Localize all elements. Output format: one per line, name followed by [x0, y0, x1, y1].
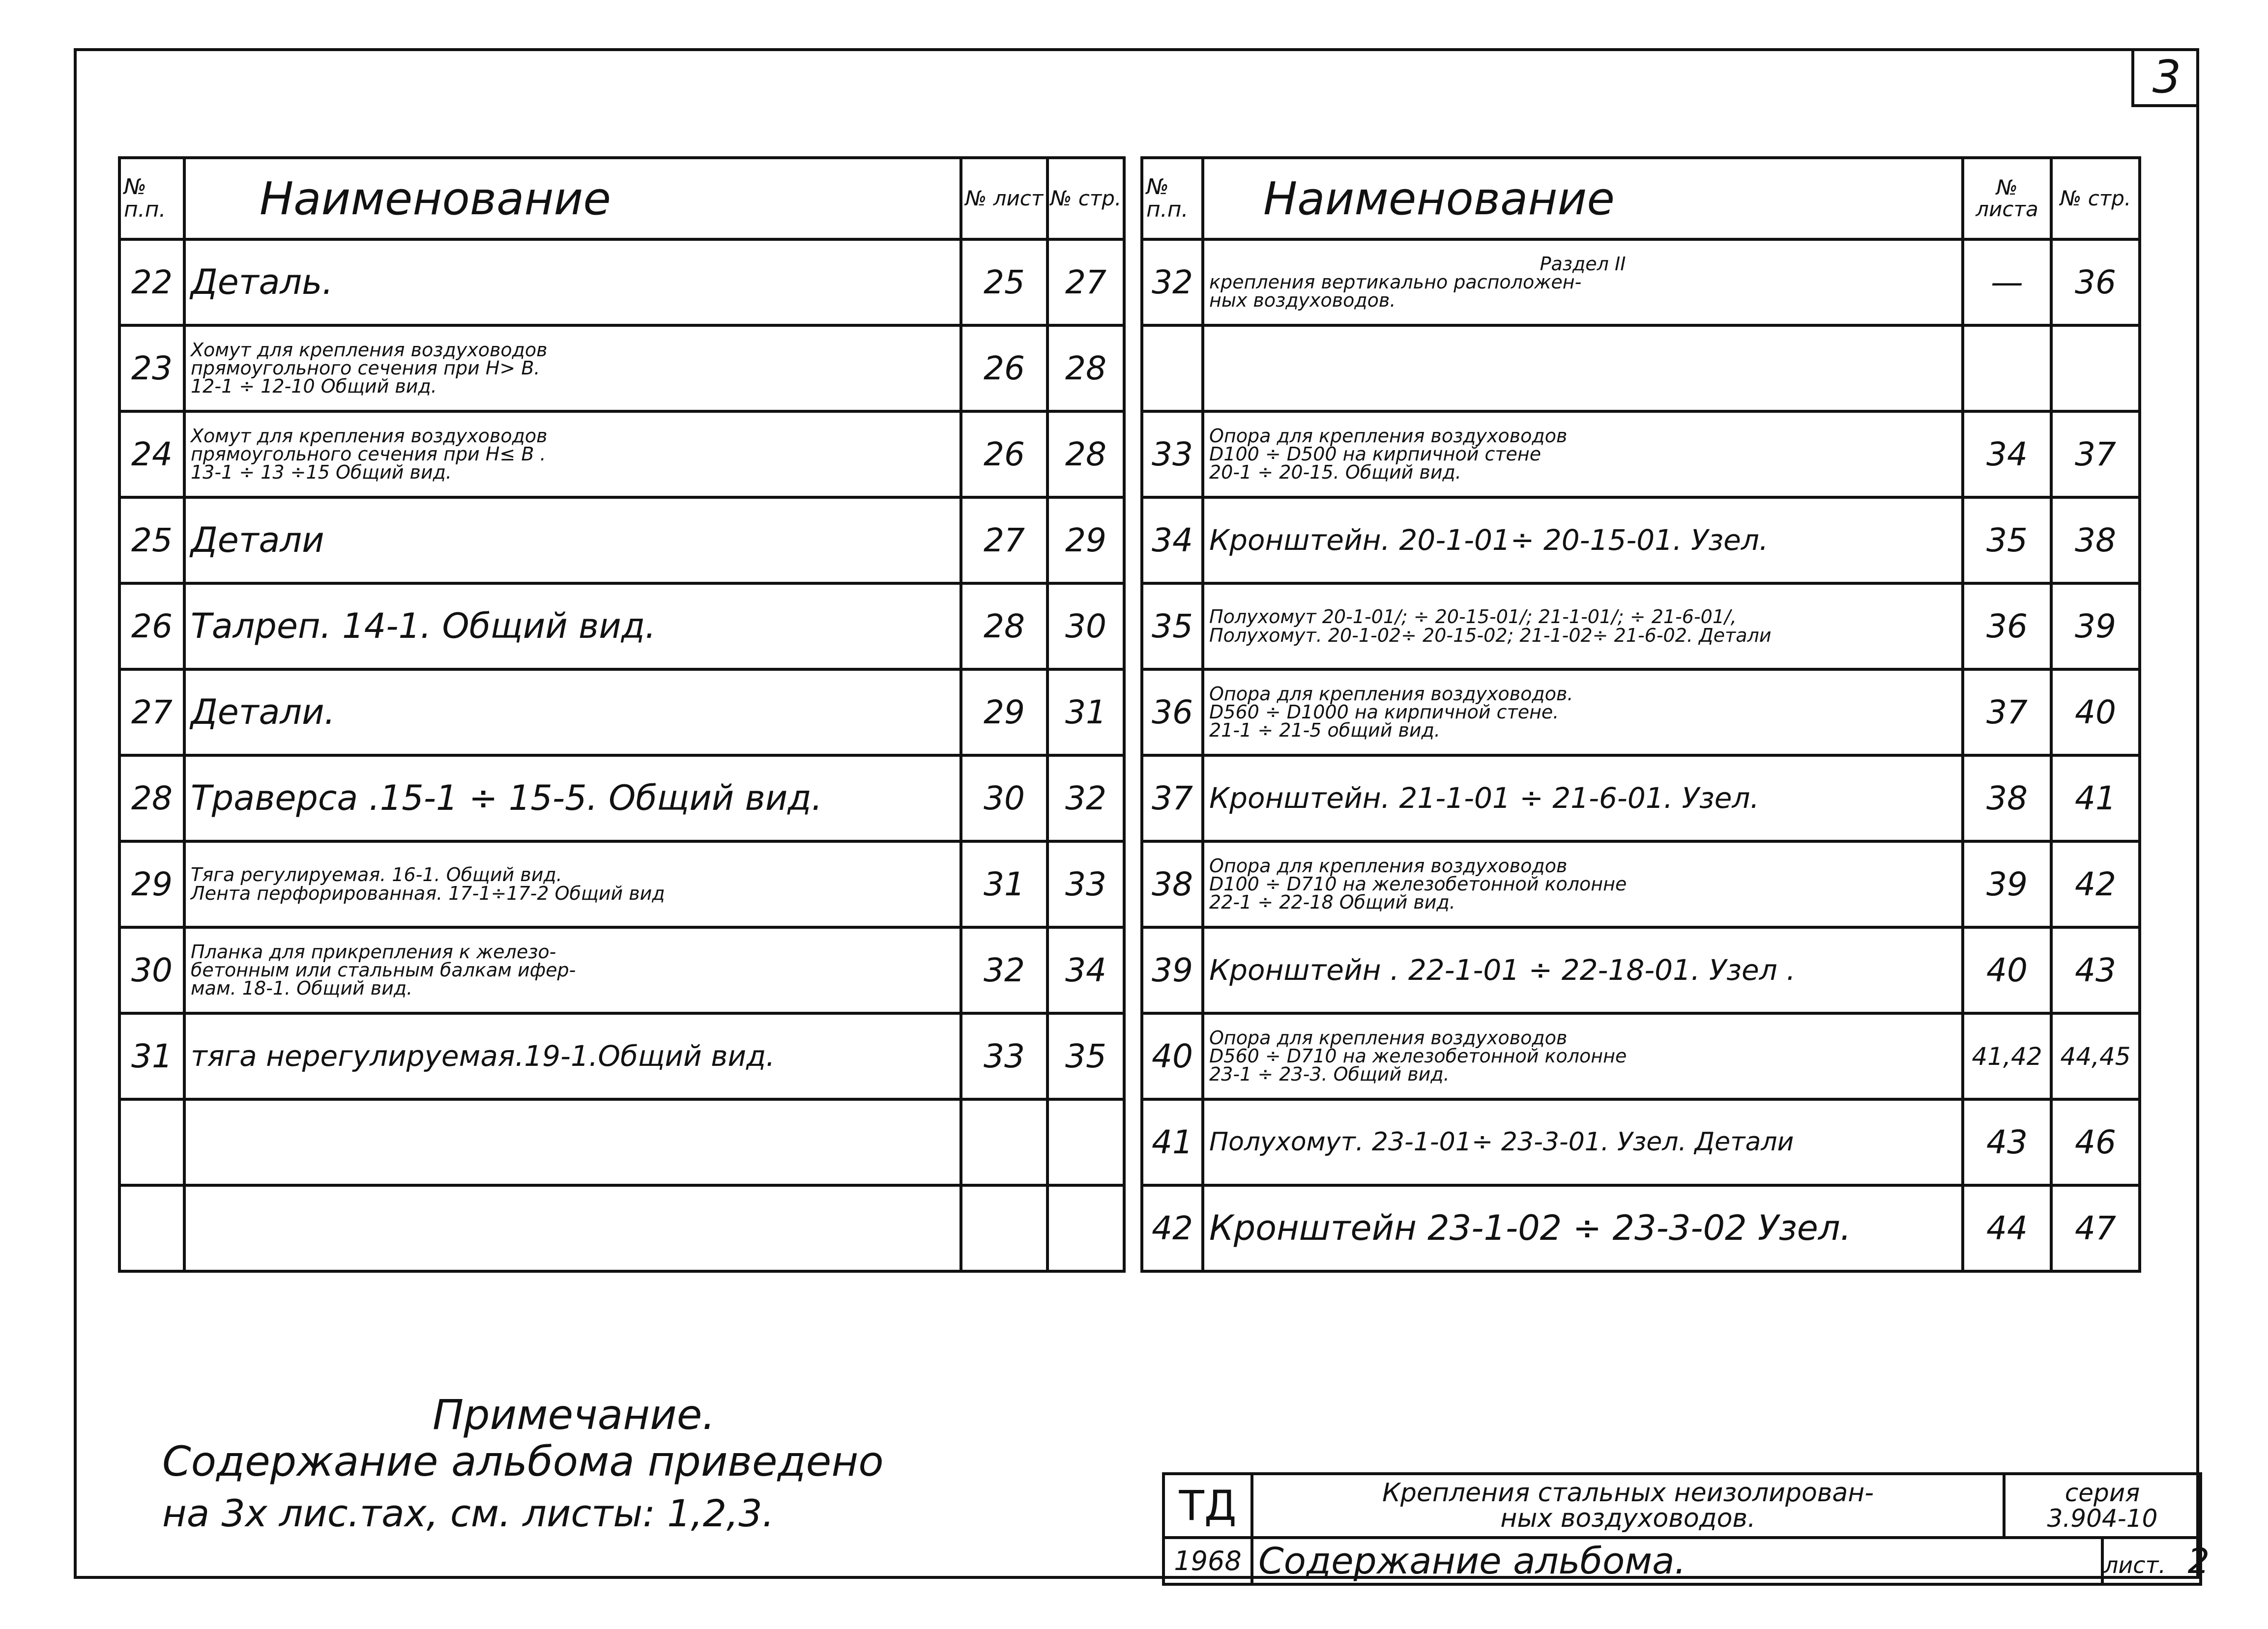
- row-name: [1203, 239, 1963, 325]
- row-page: 29: [1047, 497, 1124, 583]
- row-page: 33: [1047, 841, 1124, 927]
- sheet-label: лист.: [2104, 1551, 2166, 1578]
- row-name: [1203, 841, 1963, 927]
- table-row: [1142, 841, 2140, 927]
- row-page: 46: [2051, 1099, 2140, 1185]
- row-name-line: 22-1 ÷ 22-18 Общий вид.: [1209, 891, 1455, 914]
- row-name: [184, 583, 961, 669]
- title-block-year: 1968: [1163, 1538, 1252, 1584]
- row-number: 30: [119, 927, 184, 1013]
- row-page: 30: [1047, 583, 1124, 669]
- row-name-line: Детали.: [191, 691, 335, 732]
- row-name-line: Кронштейн 23-1-02 ÷ 23-3-02 Узел.: [1209, 1207, 1851, 1248]
- row-sheet: 27: [961, 497, 1047, 583]
- row-number: 32: [1142, 239, 1203, 325]
- row-name-line: Опора для крепления воздуховодов.: [1209, 683, 1573, 705]
- table-row: [119, 927, 1124, 1013]
- row-name-line: 20-1 ÷ 20-15. Общий вид.: [1209, 461, 1461, 484]
- row-name: [1203, 583, 1963, 669]
- table-row: [119, 497, 1124, 583]
- row-number: [1142, 325, 1203, 411]
- row-name: [184, 239, 961, 325]
- row-page: 44,45: [2051, 1013, 2140, 1099]
- table-row: [1142, 755, 2140, 841]
- row-name: [1203, 1013, 1963, 1099]
- row-name-line: Хомут для крепления воздуховодов: [191, 339, 548, 361]
- row-page: 27: [1047, 239, 1124, 325]
- row-name-line: прямоугольного сечения при Н> В.: [191, 357, 540, 379]
- table-row: [1142, 411, 2140, 497]
- row-name-line: Планка для прикрепления к железо-: [191, 941, 556, 963]
- note-line-1: Содержание альбома приведено: [162, 1437, 884, 1486]
- row-sheet: 43: [1963, 1099, 2051, 1185]
- table-header: [1142, 158, 2140, 239]
- row-number: 28: [119, 755, 184, 841]
- row-name-line: 12-1 ÷ 12-10 Общий вид.: [191, 375, 437, 398]
- row-sheet: 26: [961, 325, 1047, 411]
- row-name: [184, 669, 961, 755]
- table-row: [1142, 497, 2140, 583]
- row-sheet: [961, 1185, 1047, 1271]
- row-number: [119, 1099, 184, 1185]
- row-name-line: Полухомут. 20-1-02÷ 20-15-02; 21-1-02÷ 21-6-02. Детали: [1209, 624, 1772, 646]
- page-number: 3: [2131, 48, 2199, 107]
- row-name-line: Опора для крепления воздуховодов: [1209, 425, 1568, 447]
- table-row: [1142, 239, 2140, 325]
- row-sheet: 41,42: [1963, 1013, 2051, 1099]
- row-name: [184, 497, 961, 583]
- row-number: 27: [119, 669, 184, 755]
- row-name: [184, 927, 961, 1013]
- row-page: 28: [1047, 325, 1124, 411]
- row-page: 43: [2051, 927, 2140, 1013]
- header-num: № п.п.: [119, 158, 184, 239]
- row-name: [1203, 325, 1963, 411]
- row-page: [2051, 325, 2140, 411]
- row-page: 28: [1047, 411, 1124, 497]
- row-name-line: прямоугольного сечения при Н≤ В .: [191, 443, 546, 465]
- table-row: [119, 411, 1124, 497]
- header-name: Наименование: [184, 158, 961, 239]
- row-name-line: Раздел II: [1540, 253, 1626, 275]
- title-block-series: [2004, 1474, 2201, 1538]
- row-number: 38: [1142, 841, 1203, 927]
- row-number: 23: [119, 325, 184, 411]
- row-name-line: 23-1 ÷ 23-3. Общий вид.: [1209, 1063, 1450, 1086]
- row-name-line: Траверса .15-1 ÷ 15-5. Общий вид.: [191, 777, 822, 818]
- row-name: [1203, 755, 1963, 841]
- row-name: [1203, 927, 1963, 1013]
- table-row: [1142, 669, 2140, 755]
- title-line-2: ных воздуховодов.: [1500, 1504, 1756, 1533]
- header-sheet: № лист: [961, 158, 1047, 239]
- row-name-line: Детали: [191, 519, 324, 560]
- table-row: [1142, 583, 2140, 669]
- table-header: [119, 158, 1124, 239]
- row-name: [1203, 669, 1963, 755]
- row-name-line: Тяга регулируемая. 16-1. Общий вид.: [191, 864, 562, 886]
- row-sheet: [1963, 325, 2051, 411]
- row-name-line: Кронштейн . 22-1-01 ÷ 22-18-01. Узел .: [1209, 953, 1796, 987]
- row-name-line: Деталь.: [191, 261, 333, 302]
- row-name-line: Полухомут 20-1-01/; ÷ 20-15-01/; 21-1-01/; ÷ 21-6-01/,: [1209, 606, 1737, 628]
- row-number: 41: [1142, 1099, 1203, 1185]
- row-page: [1047, 1099, 1124, 1185]
- row-page: 35: [1047, 1013, 1124, 1099]
- row-number: 24: [119, 411, 184, 497]
- row-sheet: 30: [961, 755, 1047, 841]
- table-row: [119, 841, 1124, 927]
- row-page: 36: [2051, 239, 2140, 325]
- row-page: 37: [2051, 411, 2140, 497]
- row-name: [1203, 1185, 1963, 1271]
- row-name: [184, 325, 961, 411]
- row-sheet: 25: [961, 239, 1047, 325]
- table-row: [119, 1185, 1124, 1271]
- row-sheet: 34: [1963, 411, 2051, 497]
- row-sheet: 36: [1963, 583, 2051, 669]
- row-number: 25: [119, 497, 184, 583]
- row-name-line: D560 ÷ D1000 на кирпичной стене.: [1209, 701, 1559, 723]
- table-row: [119, 669, 1124, 755]
- row-number: 26: [119, 583, 184, 669]
- row-page: 38: [2051, 497, 2140, 583]
- row-number: 34: [1142, 497, 1203, 583]
- row-sheet: 26: [961, 411, 1047, 497]
- header-page: № стр.: [2051, 158, 2140, 239]
- table-row: [1142, 1185, 2140, 1271]
- row-name: [1203, 1099, 1963, 1185]
- contents-table-left: [118, 156, 1126, 1273]
- row-name-line: Хомут для крепления воздуховодов: [191, 425, 548, 447]
- row-page: 47: [2051, 1185, 2140, 1271]
- title-line-1: Крепления стальных неизолирован-: [1382, 1478, 1874, 1508]
- row-name-line: Полухомут. 23-1-01÷ 23-3-01. Узел. Детали: [1209, 1127, 1794, 1157]
- contents-table-right: [1140, 156, 2141, 1273]
- table-row: [119, 583, 1124, 669]
- row-name-line: Опора для крепления воздуховодов: [1209, 1027, 1568, 1049]
- row-number: [119, 1185, 184, 1271]
- sheet-value: 2: [2187, 1541, 2210, 1581]
- row-name: [1203, 497, 1963, 583]
- title-block: [1162, 1472, 2210, 1586]
- row-sheet: 35: [1963, 497, 2051, 583]
- row-page: 34: [1047, 927, 1124, 1013]
- row-sheet: [961, 1099, 1047, 1185]
- row-sheet: 33: [961, 1013, 1047, 1099]
- row-sheet: 28: [961, 583, 1047, 669]
- row-name: [184, 1099, 961, 1185]
- title-block-subtitle: Содержание альбома.: [1252, 1538, 2102, 1584]
- header-page: № стр.: [1047, 158, 1124, 239]
- row-page: 42: [2051, 841, 2140, 927]
- row-number: 35: [1142, 583, 1203, 669]
- row-page: 41: [2051, 755, 2140, 841]
- table-row: [1142, 1099, 2140, 1185]
- table-row: [119, 239, 1124, 325]
- row-number: 22: [119, 239, 184, 325]
- table-row: [119, 1013, 1124, 1099]
- row-page: 31: [1047, 669, 1124, 755]
- row-name-line: Лента перфорированная. 17-1÷17-2 Общий вид: [191, 882, 665, 904]
- row-sheet: 39: [1963, 841, 2051, 927]
- row-name-line: 13-1 ÷ 13 ÷15 Общий вид.: [191, 461, 452, 484]
- title-block-code: ТД: [1163, 1474, 1252, 1538]
- row-sheet: 44: [1963, 1185, 2051, 1271]
- table-row: [1142, 325, 2140, 411]
- row-name-line: Талреп. 14-1. Общий вид.: [191, 605, 656, 646]
- row-name-line: D100 ÷ D500 на кирпичной стене: [1209, 443, 1541, 465]
- row-sheet: 29: [961, 669, 1047, 755]
- note-title: Примечание.: [433, 1391, 716, 1439]
- row-name-line: тяга нерегулируемая.19-1.Общий вид.: [191, 1039, 775, 1073]
- row-name-line: крепления вертикально расположен-: [1209, 271, 1582, 293]
- row-number: 36: [1142, 669, 1203, 755]
- row-name-line: Опора для крепления воздуховодов: [1209, 855, 1568, 877]
- row-page: 32: [1047, 755, 1124, 841]
- header-num: № п.п.: [1142, 158, 1203, 239]
- row-name-line: мам. 18-1. Общий вид.: [191, 977, 413, 1000]
- row-number: 31: [119, 1013, 184, 1099]
- row-number: 40: [1142, 1013, 1203, 1099]
- title-block-title: [1252, 1474, 2004, 1538]
- row-sheet: 31: [961, 841, 1047, 927]
- table-row: [1142, 1013, 2140, 1099]
- header-sheet: № листа: [1963, 158, 2051, 239]
- row-name-line: 21-1 ÷ 21-5 общий вид.: [1209, 719, 1440, 742]
- row-name-line: D560 ÷ D710 на железобетонной колонне: [1209, 1045, 1627, 1067]
- row-sheet: 32: [961, 927, 1047, 1013]
- row-sheet: 40: [1963, 927, 2051, 1013]
- row-name-line: бетонным или стальным балкам ифер-: [191, 959, 576, 981]
- table-row: [119, 1099, 1124, 1185]
- table-row: [119, 755, 1124, 841]
- row-name: [184, 841, 961, 927]
- title-block-sheet: [2102, 1538, 2210, 1584]
- row-name: [1203, 411, 1963, 497]
- table-row: [1142, 927, 2140, 1013]
- row-name: [184, 1013, 961, 1099]
- row-name-line: D100 ÷ D710 на железобетонной колонне: [1209, 873, 1627, 895]
- row-name-line: Кронштейн. 21-1-01 ÷ 21-6-01. Узел.: [1209, 781, 1759, 815]
- row-number: 39: [1142, 927, 1203, 1013]
- row-sheet: —: [1963, 239, 2051, 325]
- row-sheet: 38: [1963, 755, 2051, 841]
- row-number: 42: [1142, 1185, 1203, 1271]
- row-page: 39: [2051, 583, 2140, 669]
- row-number: 29: [119, 841, 184, 927]
- row-page: [1047, 1185, 1124, 1271]
- table-row: [119, 325, 1124, 411]
- header-name: Наименование: [1203, 158, 1963, 239]
- row-name: [184, 1185, 961, 1271]
- note-line-2: на 3х лис.тах, см. листы: 1,2,3.: [162, 1491, 774, 1535]
- row-name: [184, 411, 961, 497]
- row-name: [184, 755, 961, 841]
- row-number: 37: [1142, 755, 1203, 841]
- row-number: 33: [1142, 411, 1203, 497]
- row-name-line: ных воздуховодов.: [1209, 289, 1396, 312]
- series-value: 3.904-10: [2047, 1504, 2158, 1533]
- row-name-line: Кронштейн. 20-1-01÷ 20-15-01. Узел.: [1209, 523, 1769, 557]
- row-sheet: 37: [1963, 669, 2051, 755]
- series-label: серия: [2064, 1478, 2140, 1507]
- row-page: 40: [2051, 669, 2140, 755]
